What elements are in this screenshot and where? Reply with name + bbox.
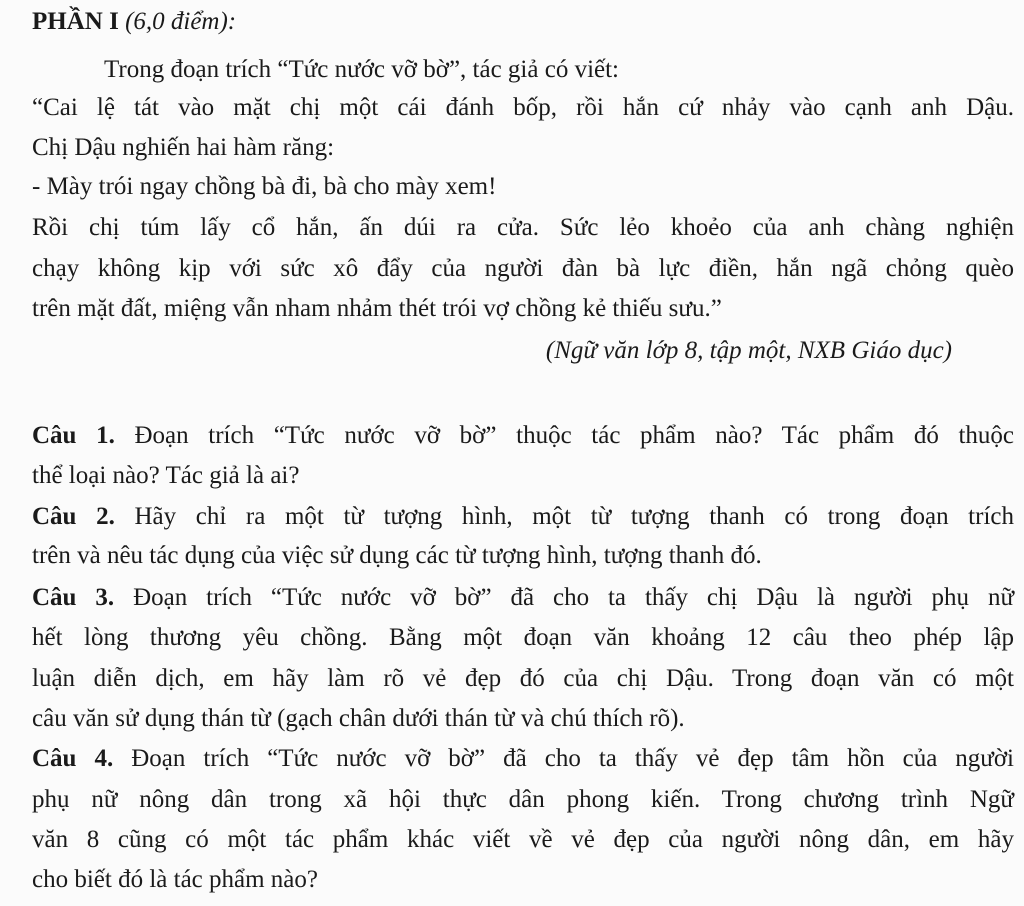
passage-line: chạy không kịp với sức xô đẩy của người đàn bà lực điền, hắn ngã chỏng quèo xyxy=(32,255,1014,282)
passage-line: - Mày trói ngay chồng bà đi, bà cho mày xem! xyxy=(32,173,497,200)
intro-text: Trong đoạn trích “Tức nước vỡ bờ”, tác giả có viết: xyxy=(104,56,620,83)
question-1-line: thể loại nào? Tác giả là ai? xyxy=(32,462,300,489)
source-citation xyxy=(546,333,952,369)
question-2-line xyxy=(32,499,1014,535)
question-3-label: Câu 3. xyxy=(32,584,115,611)
question-2-line: trên và nêu tác dụng của việc sử dụng các từ tượng hình, tượng thanh đó. xyxy=(32,542,762,569)
question-3-text: Đoạn trích “Tức nước vỡ bờ” đã cho ta thấy chị Dậu là người phụ nữ xyxy=(133,584,1015,611)
question-4-line: cho biết đó là tác phẩm nào? xyxy=(32,866,318,893)
question-1-label: Câu 1. xyxy=(32,422,115,449)
source-text: (Ngữ văn lớp 8, tập một, NXB Giáo dục) xyxy=(545,337,952,364)
section-points: (6,0 điểm): xyxy=(125,8,237,35)
question-3-line: câu văn sử dụng thán từ (gạch chân dưới thán từ và chú thích rõ). xyxy=(32,705,685,732)
question-1-line xyxy=(32,418,1014,454)
passage-line: Chị Dậu nghiến hai hàm răng: xyxy=(32,134,335,161)
question-4-line: văn 8 cũng có một tác phẩm khác viết về vẻ đẹp của người nông dân, em hãy xyxy=(32,826,1014,853)
section-label: PHẦN I xyxy=(32,8,119,35)
question-3-line: luận diễn dịch, em hãy làm rõ vẻ đẹp đó của chị Dậu. Trong đoạn văn có một xyxy=(32,665,1014,692)
question-1-text: Đoạn trích “Tức nước vỡ bờ” thuộc tác phẩm nào? Tác phẩm đó thuộc xyxy=(134,422,1015,449)
passage-line: “Cai lệ tát vào mặt chị một cái đánh bốp, rồi hắn cứ nhảy vào cạnh anh Dậu. xyxy=(32,94,1014,121)
question-3-line: hết lòng thương yêu chồng. Bằng một đoạn văn khoảng 12 câu theo phép lập xyxy=(32,624,1014,651)
question-2-text: Hãy chỉ ra một từ tượng hình, một từ tượng thanh có trong đoạn trích xyxy=(134,503,1014,530)
question-2-label: Câu 2. xyxy=(32,503,115,530)
question-4-label: Câu 4. xyxy=(32,745,114,772)
question-3-line xyxy=(32,580,1014,616)
question-4-line xyxy=(32,741,1014,777)
passage-line: trên mặt đất, miệng vẫn nham nhảm thét trói vợ chồng kẻ thiếu sưu.” xyxy=(32,295,722,322)
passage-line: Rồi chị túm lấy cổ hắn, ấn dúi ra cửa. Sức lẻo khoẻo của anh chàng nghiện xyxy=(32,214,1014,241)
question-4-line: phụ nữ nông dân trong xã hội thực dân phong kiến. Trong chương trình Ngữ xyxy=(32,786,1014,813)
question-4-text: Đoạn trích “Tức nước vỡ bờ” đã cho ta thấy vẻ đẹp tâm hồn của người xyxy=(131,745,1015,772)
section-heading xyxy=(32,4,1014,40)
